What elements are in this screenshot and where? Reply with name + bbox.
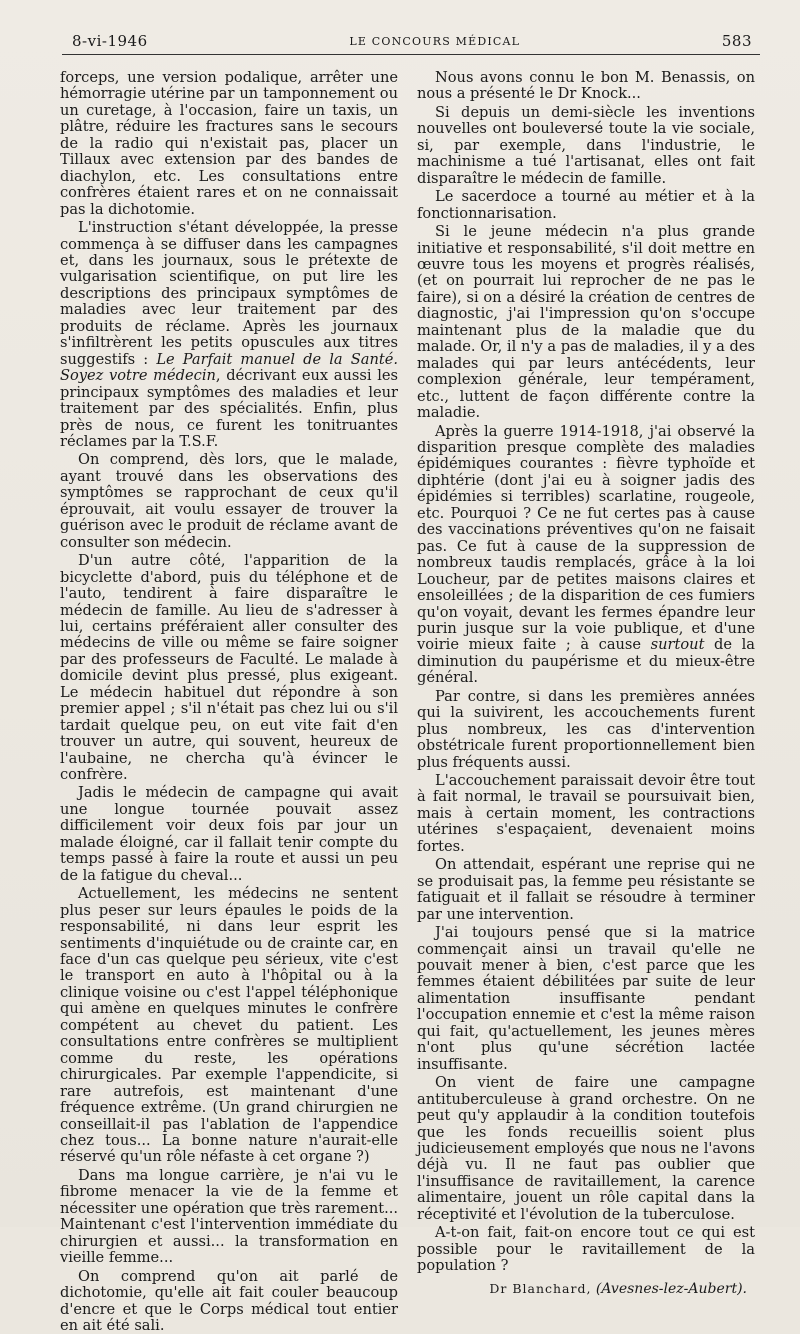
paragraph: Actuellement, les médecins ne sentent plus peser sur leurs épaules le poids de la responsabilité, ni dans leur esprit les sentiments d'inquiétude ou de crainte car, en face d'un cas quelque peu sérieux, vite c'est le transport en auto à l'hôpital ou à la clinique voisine ou c'est l'appel téléphonique qui amène en quelques minutes le confrère compétent au chevet du patient. Les consultations entre confrères se multiplient comme du reste, les opérations chirurgicales. Par exemple l'appendicite, si rare autrefois, est maintenant d'une fréquence extrême. (Un grand chirurgien ne conseillait-il pas l'ablation de l'appendice chez tous... La bonne nature n'aurait-elle réservé qu'un rôle néfaste à cet organe ?) bbox=[60, 885, 398, 1166]
paragraph: On comprend qu'on ait parlé de dichotomie, qu'elle ait fait couler beaucoup d'encre et que le Corps médical tout entier en ait été sali. bbox=[60, 1267, 398, 1334]
italic-text: surtout bbox=[650, 636, 705, 654]
paragraph: L'instruction s'étant développée, la presse commença à se diffuser dans les campagnes et, dans les journaux, sous le prétexte de vulgarisation scientifique, on put lire les descriptions des principaux symptômes de maladies avec leur traitement par des produits de réclame. Après les journaux s'infiltrèrent les petits opuscules aux titres suggestifs : Le Parfait manuel de la Santé. Soyez votre médecin, décrivant eux aussi les principaux symptômes des maladies et leur traitement par des spécialités. Enfin, plus près de nous, ce furent les tonitruantes réclames par la T.S.F. bbox=[60, 219, 398, 450]
paragraph: Dans ma longue carrière, je n'ai vu le fibrome menacer la vie de la femme et nécessiter une opération que très rarement... Maintenant c'est l'intervention immédiate du chirurgien et aussi... la transformation en vieille femme... bbox=[60, 1166, 398, 1267]
paragraph: forceps, une version podalique, arrêter une hémorragie utérine par un tamponnement ou un curetage, à l'occasion, faire un taxis, un plâtre, réduire les fractures sans le secours de la radio qui n'existait pas, placer un Tillaux avec extension par des bandes de diachylon, etc. Les consultations entre confrères étaient rares et on ne connaissait pas la dichotomie. bbox=[60, 69, 398, 218]
header-journal-title: LE CONCOURS MÉDICAL bbox=[349, 34, 521, 48]
signature-name: Dr Blanchard, bbox=[489, 1280, 592, 1296]
paragraph: L'accouchement paraissait devoir être tout à fait normal, le travail se poursuivait bien, mais à certain moment, les contractions utérines s'espaçaient, devenaient moins fortes. bbox=[417, 772, 755, 855]
page-header bbox=[72, 30, 752, 52]
paragraph: A-t-on fait, fait-on encore tout ce qui est possible pour le ravitaillement de la population ? bbox=[417, 1224, 755, 1275]
paragraph: On vient de faire une campagne antituberculeuse à grand orchestre. On ne peut qu'y applaudir à la condition toutefois que les fonds recueillis soient plus judicieusement employés que nous ne l'avons déjà vu. Il ne faut pas oublier que l'insuffisance de ravitaillement, la carence alimentaire, jouent un rôle capital dans la réceptivité et l'évolution de la tuberculose. bbox=[417, 1074, 755, 1223]
paragraph: On comprend, dès lors, que le malade, ayant trouvé dans les observations des symptômes se rapprochant de ceux qu'il éprouvait, ait voulu essayer de trouver la guérison avec le produit de réclame avant de consulter son médecin. bbox=[60, 451, 398, 551]
paragraph: Nous avons connu le bon M. Benassis, on nous a présenté le Dr Knock... bbox=[417, 69, 755, 103]
header-rule bbox=[62, 54, 760, 55]
paragraph: Si depuis un demi-siècle les inventions nouvelles ont bouleversé toute la vie sociale, si, par exemple, dans l'industrie, le machinisme a tué l'artisanat, elles ont fait disparaître le médecin de famille. bbox=[417, 103, 755, 187]
italic-text: Le Parfait manuel de la Santé. Soyez votre médecin bbox=[60, 350, 398, 385]
paragraph: D'un autre côté, l'apparition de la bicyclette d'abord, puis du téléphone et de l'auto, tendirent à faire disparaître le médecin de famille. Au lieu de s'adresser à lui, certains préféraient aller consulter des médecins de ville ou même se faire soigner par des professeurs de Faculté. Le malade à domicile devint plus pressé, plus exigeant. Le médecin habituel dut répondre à son premier appel ; s'il n'était pas chez lui ou s'il tardait quelque peu, on eut vite fait d'en trouver un autre, qui souvent, heureux de l'aubaine, ne chercha qu'à évincer le confrère. bbox=[60, 552, 398, 784]
paragraph: Après la guerre 1914-1918, j'ai observé la disparition presque complète des maladies épidémiques courantes : fièvre typhoïde et diphtérie (dont j'ai eu à soigner jadis des épidémies si terribles) scarlatine, rougeole, etc. Pourquoi ? Ce ne fut certes pas à cause des vaccinations préventives qu'on ne faisait pas. Ce fut à cause de la suppression de nombreux taudis remplacés, grâce à la loi Loucheur, par de petites maisons claires et ensoleillées ; de la disparition de ces fumiers qu'on voyait, devant les fermes épandre leur purin jusque sur la voie publique, et d'une voirie mieux faite ; à cause surtout de la diminution du paupérisme et du mieux-être général. bbox=[417, 422, 756, 687]
header-page-number: 583 bbox=[721, 32, 752, 50]
paragraph: On attendait, espérant une reprise qui ne se produisait pas, la femme peu résistante se fatiguait et il fallait se résoudre à terminer par une intervention. bbox=[417, 856, 755, 923]
signature bbox=[417, 1281, 755, 1297]
paragraph: Jadis le médecin de campagne qui avait une longue tournée pouvait assez difficilement voir deux fois par jour un malade éloigné, car il fallait tenir compte du temps passé à faire la route et aussi un peu de la fatigue du cheval... bbox=[60, 784, 398, 884]
paragraph: Si le jeune médecin n'a plus grande initiative et responsabilité, s'il doit mettre en œuvre tous les moyens et progrès réalisés, (et on pourrait lui reprocher de ne pas le faire), si on a désiré la création de centres de diagnostic, j'ai l'impression qu'on s'occupe maintenant plus de la maladie que du malade. Or, il n'y a pas de maladies, il y a des malades qui par leurs antécédents, leur complexion générale, leur tempérament, etc., luttent de façon différente contre la maladie. bbox=[417, 223, 755, 422]
header-date: 8-vi-1946 bbox=[72, 32, 148, 50]
paragraph: Le sacerdoce a tourné au métier et à la fonctionnarisation. bbox=[417, 188, 755, 222]
signature-place: (Avesnes-lez-Aubert). bbox=[595, 1280, 747, 1297]
right-column bbox=[417, 70, 755, 1297]
paragraph: J'ai toujours pensé que si la matrice commençait ainsi un travail qu'elle ne pouvait mener à bien, c'est parce que les femmes étaient débilitées par suite de leur alimentation insuffisante pendant l'occupation ennemie et c'est la même raison qui fait, qu'actuellement, les jeunes mères n'ont plus qu'une sécrétion lactée insuffisante. bbox=[417, 924, 755, 1073]
paragraph: Par contre, si dans les premières années qui la suivirent, les accouchements furent plus nombreux, les cas d'intervention obstétricale furent proportionnellement bien plus fréquents aussi. bbox=[417, 687, 755, 771]
left-column bbox=[60, 70, 398, 1334]
